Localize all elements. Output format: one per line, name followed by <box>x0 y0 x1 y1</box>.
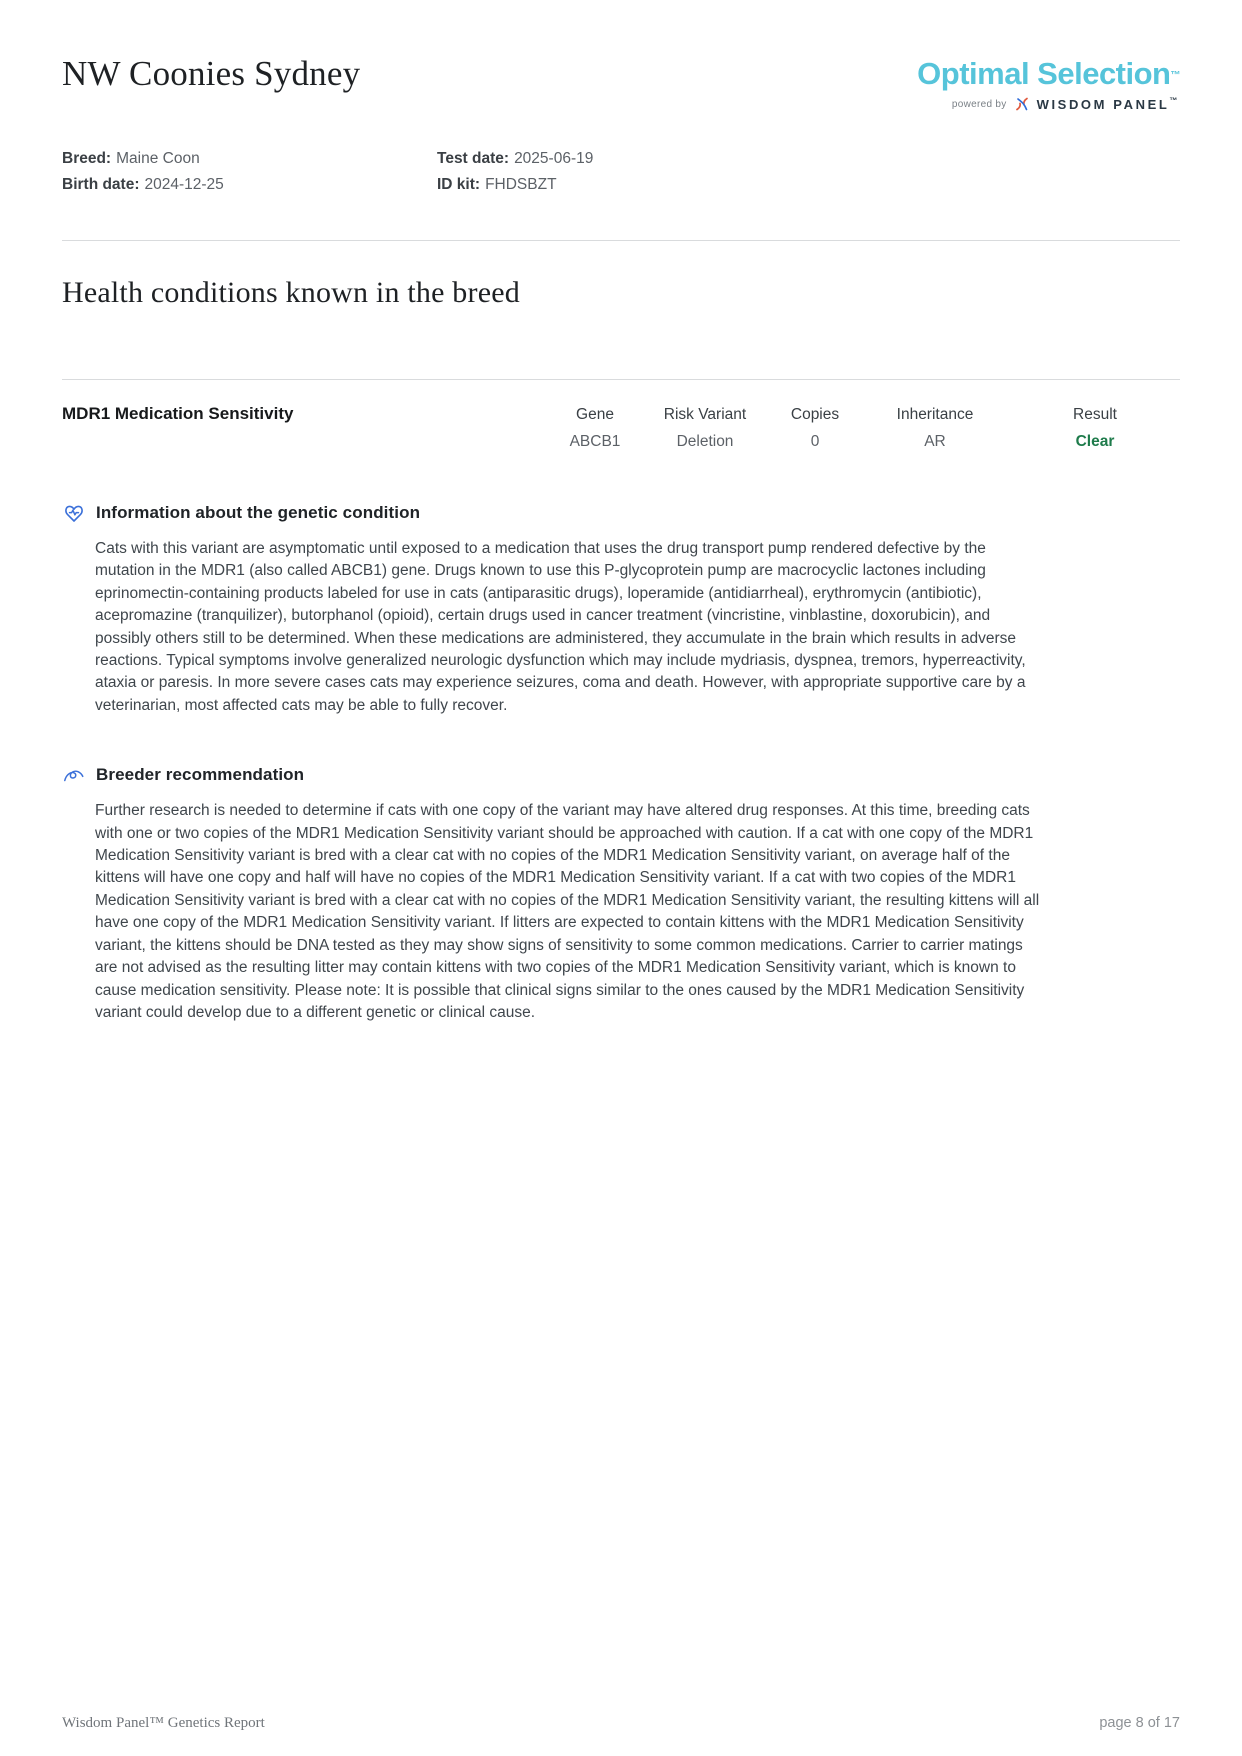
breeder-section-title: Breeder recommendation <box>96 765 305 785</box>
condition-header-row <box>62 380 1180 424</box>
logo-text: Optimal Selection <box>917 56 1171 91</box>
birth-date-label: Birth date: <box>62 176 140 193</box>
partner-trademark: ™ <box>1169 95 1180 105</box>
breeder-recommendation-section <box>62 763 1180 1024</box>
id-kit-value: FHDSBZT <box>485 176 557 193</box>
optimal-selection-logo <box>917 58 1180 90</box>
brand-logo <box>917 52 1180 112</box>
condition-name: MDR1 Medication Sensitivity <box>62 404 294 423</box>
column-header-risk-variant: Risk Variant <box>663 406 747 423</box>
page-title: NW Coonies Sydney <box>62 54 361 93</box>
column-header-inheritance: Inheritance <box>896 406 974 423</box>
header-divider <box>62 240 1180 241</box>
test-date-value: 2025-06-19 <box>514 150 594 167</box>
pet-meta-right <box>437 146 593 198</box>
footer-report-title: Wisdom Panel™ Genetics Report <box>62 1715 265 1731</box>
condition-table <box>62 380 1180 451</box>
info-section-title: Information about the genetic condition <box>96 503 421 522</box>
report-header <box>62 52 1180 112</box>
gene-value: ABCB1 <box>569 433 621 450</box>
column-header-gene: Gene <box>576 406 614 423</box>
wisdom-panel-wordmark <box>1037 97 1180 112</box>
logo-trademark: ™ <box>1170 70 1180 81</box>
info-section-header <box>62 501 1180 525</box>
powered-by-label: powered by <box>951 98 1007 110</box>
breeder-section-header <box>62 763 1180 787</box>
breeder-section-body: Further research is needed to determine if cats with one copy of the variant may have altered drug responses. At this time, breeding cats with one or two copies of the MDR1 Medication Sensitivity variant should be approached with caution. If a cat with one copy of the MDR1 Medication Sensitivity variant is bred with a clear cat with no copies of the MDR1 Medication Sensitivity variant, on average half of the kittens will have one copy and half will have no copies of the MDR1 Medication Sensitivity variant. If a cat with two copies of the MDR1 Medication Sensitivity variant is bred with a clear cat with no copies of the MDR1 Medication Sensitivity variant, the resulting kittens will all have one copy of the MDR1 Medication Sensitivity variant. If litters are expected to contain kittens with the MDR1 Medication Sensitivity variant, the kittens should be DNA tested as they may show signs of sensitivity to some common medications. Carrier to carrier matings are not advised as the resulting litter may contain kittens with two copies of the MDR1 Medication Sensitivity variant, which is known to cause medication sensitivity. Please note: It is possible that clinical signs similar to the ones caused by the MDR1 Medication Sensitivity variant could develop due to a different genetic or clinical cause. <box>95 802 1040 1021</box>
column-header-result: Result <box>1073 406 1117 423</box>
powered-by-row <box>917 96 1180 112</box>
pet-meta-left <box>62 146 437 198</box>
copies-value: 0 <box>810 433 820 450</box>
id-kit-row <box>437 172 593 198</box>
partner-text: WISDOM PANEL <box>1036 96 1170 112</box>
risk-variant-value: Deletion <box>676 433 734 450</box>
info-section-body: Cats with this variant are asymptomatic until exposed to a medication that uses the drug transport pump rendered defective by the mutation in the MDR1 (also called ABCB1) gene. Drugs known to use this P-glycoprotein pump are macrocyclic lactones including eprinomectin-containing products labeled for use in cats (antiparasitic drugs), loperamide (antidiarrheal), erythromycin (antibiotic), acepromazine (tranquilizer), butorphanol (opioid), certain drugs used in cancer treatment (vincristine, vinblastine, doxorubicin), and possibly others still to be determined. When these medications are administered, they accumulate in the brain which results in adverse reactions. Typical symptoms involve generalized neurologic dysfunction which may include mydriasis, dyspnea, tremors, hyperreactivity, ataxia or paresis. In more severe cases cats may experience seizures, coma and death. However, with appropriate supportive care by a veterinarian, most affected cats may be able to fully recover. <box>95 540 1026 714</box>
heart-pulse-icon <box>62 501 86 525</box>
dna-helix-icon <box>1014 96 1030 112</box>
result-value: Clear <box>1075 433 1115 450</box>
birth-date-value: 2024-12-25 <box>144 176 224 193</box>
ribbon-loop-icon <box>62 763 86 787</box>
test-date-label: Test date: <box>437 150 510 167</box>
breed-row <box>62 146 437 172</box>
test-date-row <box>437 146 593 172</box>
footer-page-number: page 8 of 17 <box>1099 1715 1180 1731</box>
breed-label: Breed: <box>62 150 112 167</box>
id-kit-label: ID kit: <box>437 176 481 193</box>
inheritance-value: AR <box>924 433 946 450</box>
condition-value-row <box>62 433 1180 451</box>
breed-value: Maine Coon <box>116 150 200 167</box>
genetic-condition-info-section <box>62 501 1180 717</box>
page-footer <box>62 1715 1180 1732</box>
section-heading: Health conditions known in the breed <box>62 276 520 309</box>
column-header-copies: Copies <box>790 406 840 423</box>
birth-date-row <box>62 172 437 198</box>
pet-meta <box>62 146 1180 198</box>
